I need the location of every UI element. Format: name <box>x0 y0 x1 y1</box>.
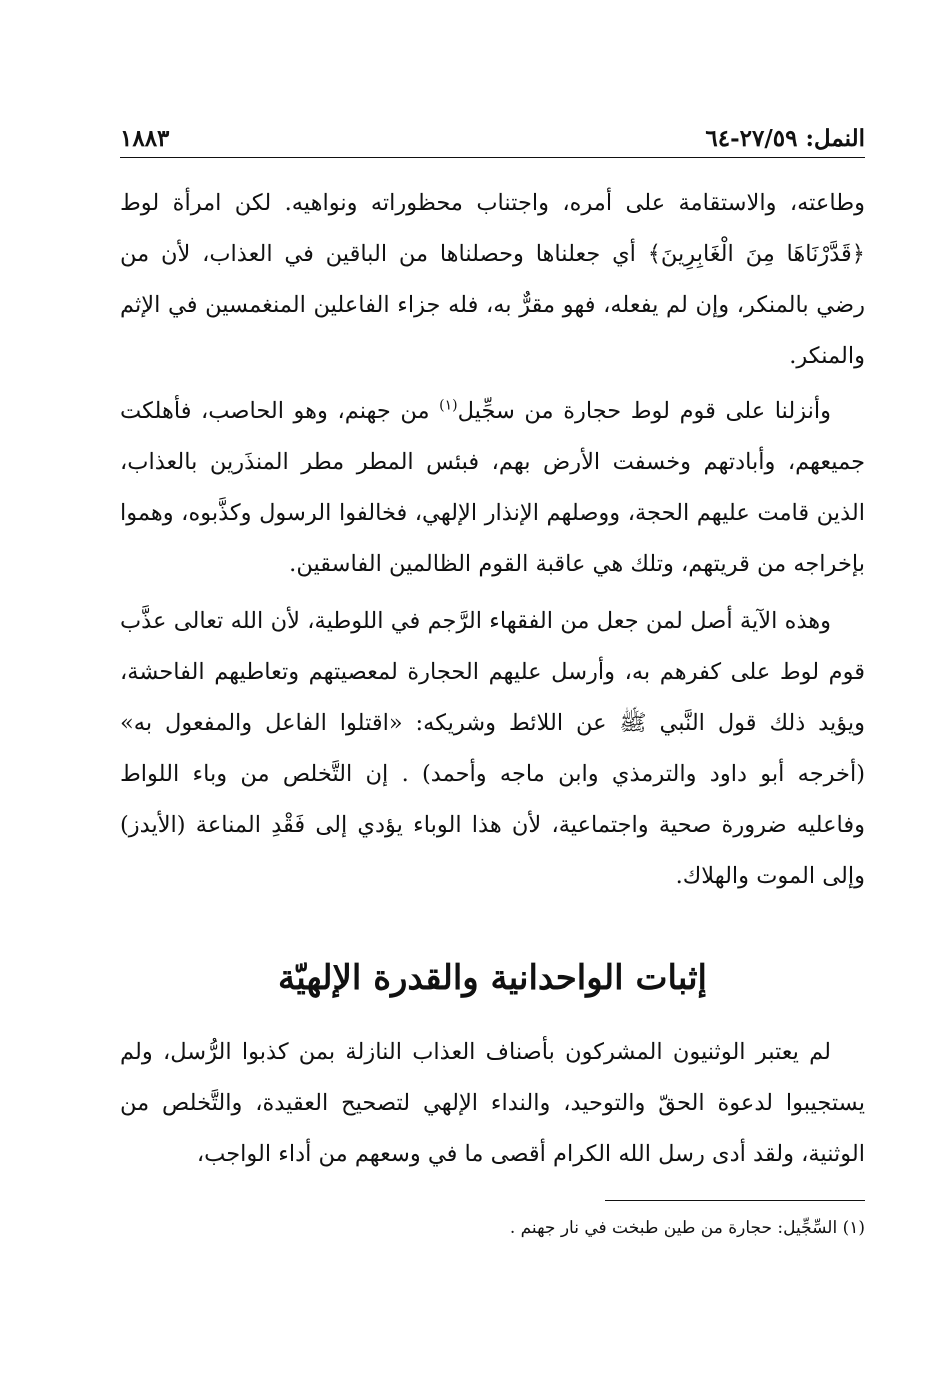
paragraph-1-line1: وطاعته، والاستقامة على أمره، واجتناب محظوراته ونواهيه. لكن امرأة لوط <box>120 190 865 216</box>
paragraph-2 <box>120 386 865 590</box>
paragraph-4: لم يعتبر الوثنيون المشركون بأصناف العذاب النازلة بمن كذبوا الرُّسل، ولم يستجيبوا لدعوة الحقّ والتوحيد، والنداء الإلهي لتصحيح العقيدة، والتَّخلص من الوثنية، ولقد أدى رسل الله الكرام أقصى ما في وسعهم من أداء الواجب، <box>120 1039 865 1167</box>
paragraph-1-line2: أي جعلناها وحصلناها من الباقين في العذاب، لأن من رضي بالمنكر، وإن لم يفعله، فهو مقرٌّ به، فله جزاء الفاعلين المنغمسين في الإثم والمنكر. <box>120 241 865 369</box>
section-heading: إثبات الواحدانية والقدرة الإلهيّة <box>278 958 707 998</box>
page-number: ١٨٨٣ <box>120 125 170 152</box>
footnote: (١) السِّجِّيل: حجارة من طين طبخت في نار جهنم . <box>509 1218 865 1238</box>
paragraph-2-part2: من جهنم، وهو الحاصب، فأهلكت جميعهم، وأبادتهم وخسفت الأرض بهم، فبئس المطر مطر المنذَرين بالعذاب، الذين قامت عليهم الحجة، ووصلهم الإنذار الإلهي، فخالفوا الرسول وكذَّبوه، وهموا بإخراجه من قريتهم، وتلك هي عاقبة القوم الظالمين الفاسقين. <box>120 398 865 577</box>
footnote-reference: (١) <box>439 397 458 414</box>
page-header <box>120 116 865 152</box>
footnote-divider <box>605 1200 865 1201</box>
paragraph-1 <box>120 178 865 382</box>
paragraph-2-part1: وأنزلنا على قوم لوط حجارة من سجِّيل <box>457 398 831 424</box>
quran-verse: ﴿قَدَّرْنَاهَا مِنَ الْغَابِرِينَ﴾ <box>647 241 865 267</box>
paragraph-3: وهذه الآية أصل لمن جعل من الفقهاء الرَّجم في اللوطية، لأن الله تعالى عذَّب قوم لوط على كفرهم به، وأرسل عليهم الحجارة لمعصيتهم وتعاطيهم الفاحشة، ويؤيد ذلك قول النَّبي ﷺ عن اللائط وشريكه: «اقتلوا الفاعل والمفعول به» (أخرجه أبو داود والترمذي وابن ماجه وأحمد) . إن التَّخلص من وباء اللواط وفاعليه ضرورة صحية واجتماعية، لأن هذا الوباء يؤدي إلى فَقْدِ المناعة (الأيدز) وإلى الموت والهلاك. <box>120 608 865 889</box>
surah-reference: النمل: ٢٧/٥٩-٦٤ <box>705 125 865 152</box>
header-divider <box>120 157 865 158</box>
